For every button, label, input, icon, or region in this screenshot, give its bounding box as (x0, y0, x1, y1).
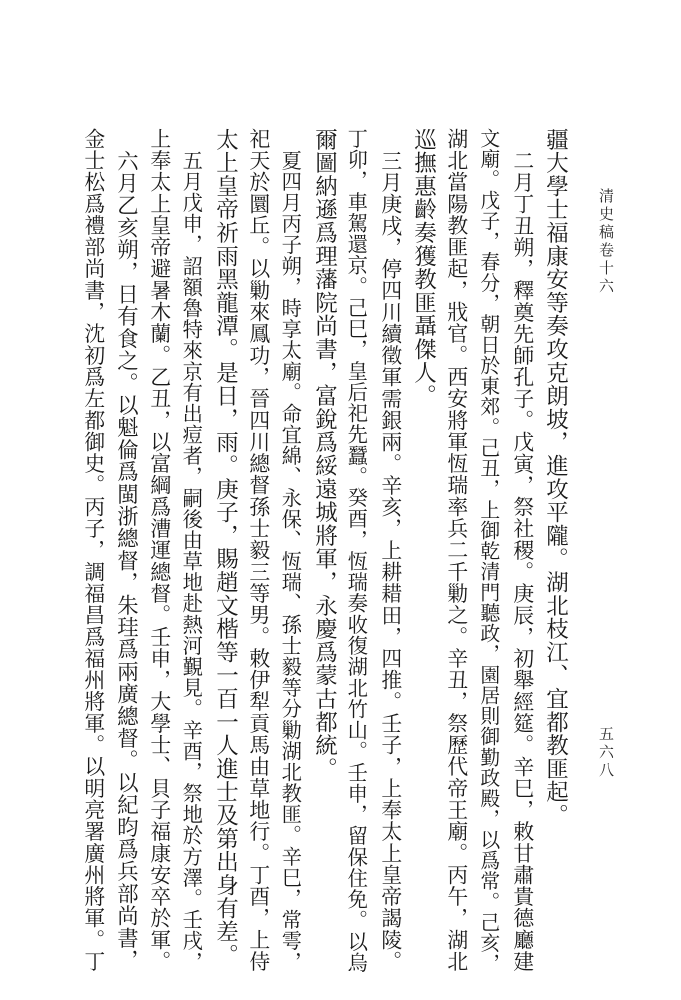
text-column: 五月戊申，詔額魯特來京有出痘者，嗣後由草地赴熱河覲見。辛酉，祭地於方澤。壬戌， (179, 150, 204, 973)
text-column: 夏四月丙子朔，時享太廟。命宜綿、永保、恆瑞、孫士毅等分勦湖北教匪。辛巳，常雩， (278, 150, 303, 973)
text-column: 金士松爲禮部尚書，沈初爲左都御史。丙子，調福昌爲福州將軍。以明亮署廣州將軍。丁 (80, 128, 105, 973)
text-column: 巡撫惠齡奏獲教匪聶傑人。 (410, 128, 437, 408)
text-column: 太上皇帝祈雨黑龍潭。是日，雨。庚子，賜趙文楷等一百一人進士及第出身有差。 (212, 128, 239, 967)
text-column: 祀天於圜丘。以勦來鳳功，晉四川總督孫士毅三等男。敕伊犁貢馬由草地行。丁酉，上侍 (245, 128, 270, 973)
text-column: 丁卯，車駕還京。己巳，皇后祀先蠶。癸酉，恆瑞奏收復湖北竹山。壬申，留保住免。以烏 (344, 128, 369, 974)
text-column: 上奉太上皇帝避暑木蘭。乙丑，以富綱爲漕運總督。壬申，大學士、貝子福康安卒於軍。 (146, 128, 171, 973)
text-column: 六月乙亥朔，日有食之。以魁倫爲閩浙總督，朱珪爲兩廣總督。以紀昀爲兵部尚書， (113, 150, 139, 972)
text-column: 二月丁丑朔，釋奠先師孔子。戊寅，祭社稷。庚辰，初舉經筵。辛巳，敕甘肅貴德廳建 (509, 150, 534, 973)
page-number: 五六八 (597, 726, 615, 780)
text-column: 文廟。戊子，春分，朝日於東郊。己丑，上御乾清門聽政，園居則御勤政殿，以爲常。己亥， (476, 128, 500, 974)
text-column: 爾圖納遜爲理藩院尚書，富銳爲綏遠城將軍，永慶爲蒙古都統。 (311, 128, 338, 781)
text-column: 疆大學士福康安等奏攻克朗坡，進攻平隴。湖北枝江、宜都教匪起。 (542, 128, 569, 827)
running-title: 清史稿卷十六 (597, 188, 615, 296)
text-column: 三月庚戌，停四川續徵軍需銀兩。辛亥，上耕耤田，四推。壬子，上奉太上皇帝謁陵。 (377, 150, 402, 973)
text-column: 湖北當陽教匪起，戕官。西安將軍恆瑞率兵二千勦之。辛丑，祭歷代帝王廟。丙午，湖北 (443, 128, 468, 973)
